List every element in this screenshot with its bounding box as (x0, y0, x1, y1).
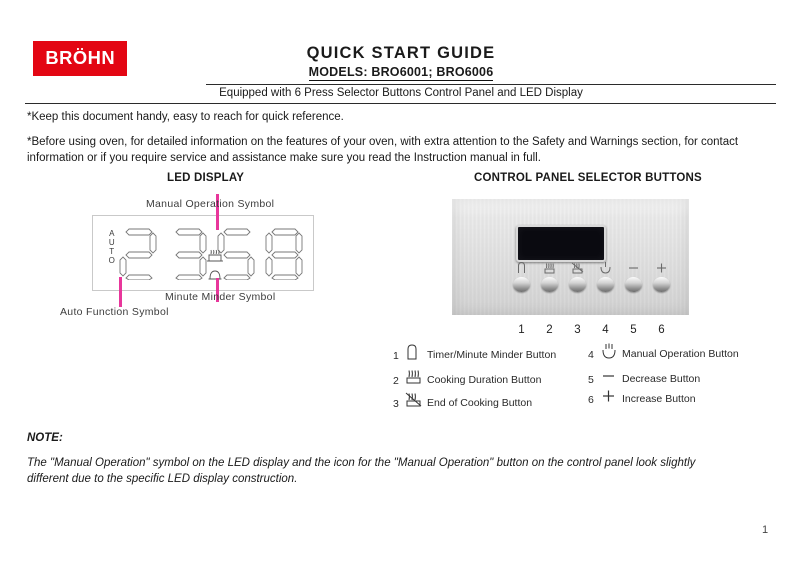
end-of-cooking-icon (404, 391, 424, 409)
intro-line-1: *Keep this document handy, easy to reach for quick reference. (27, 111, 344, 123)
divider-top (206, 84, 776, 85)
minus-icon (625, 261, 642, 274)
button-increase[interactable] (653, 277, 670, 292)
button-number-2: 2 (546, 324, 553, 336)
legend-label: End of Cooking Button (427, 397, 533, 409)
legend-label: Cooking Duration Button (427, 374, 542, 386)
pointer-auto-function (119, 277, 122, 307)
button-number-6: 6 (658, 324, 665, 336)
legend-label: Decrease Button (622, 373, 701, 385)
legend-number: 2 (393, 375, 399, 387)
brand-logo-text: BRÖHN (45, 48, 115, 68)
page-number: 1 (762, 524, 769, 536)
bell-icon (513, 261, 530, 274)
button-decrease[interactable] (625, 277, 642, 292)
models-line (0, 65, 802, 79)
led-display-frame (92, 215, 314, 291)
page-title: QUICK START GUIDE (306, 44, 496, 62)
intro-line-2: *Before using oven, for detailed information on the features of your oven, with extra attention to the Safety and Warnings section, for contact information or if you require service and assistance make sure you read the Instruction manual in full. (27, 136, 739, 164)
control-panel-display (516, 225, 606, 262)
manual-operation-icon (599, 342, 619, 360)
cooking-duration-icon (404, 368, 424, 386)
manual-operation-symbol-icon (206, 249, 224, 264)
legend-number: 3 (393, 398, 399, 410)
label-manual-operation-symbol: Manual Operation Symbol (146, 198, 275, 210)
note-body: The "Manual Operation" symbol on the LED display and the icon for the "Manual Operation" button on the control panel look slightly different due to the specific LED display construction. (27, 457, 696, 485)
legend-number: 6 (588, 394, 594, 406)
label-minute-minder-symbol: Minute Minder Symbol (165, 291, 276, 303)
minus-icon (599, 367, 619, 385)
legend-label: Increase Button (622, 393, 696, 405)
auto-indicator: A U T O (108, 229, 116, 265)
button-timer-minute-minder[interactable] (513, 277, 530, 292)
led-display-heading: LED DISPLAY (167, 172, 245, 184)
plus-icon (653, 261, 670, 274)
button-number-1: 1 (518, 324, 525, 336)
subtitle: Equipped with 6 Press Selector Buttons Control Panel and LED Display (219, 87, 583, 99)
legend-label: Timer/Minute Minder Button (427, 349, 557, 361)
led-digit-4 (265, 228, 303, 280)
button-number-3: 3 (574, 324, 581, 336)
button-cooking-duration[interactable] (541, 277, 558, 292)
plus-icon (599, 387, 619, 405)
legend-number: 1 (393, 350, 399, 362)
button-end-of-cooking[interactable] (569, 277, 586, 292)
control-panel-heading: CONTROL PANEL SELECTOR BUTTONS (474, 172, 702, 184)
label-auto-function-symbol: Auto Function Symbol (60, 306, 169, 318)
legend-number: 5 (588, 374, 594, 386)
button-number-4: 4 (602, 324, 609, 336)
models-text: MODELS: BRO6001; BRO6006 (308, 65, 494, 79)
button-number-row (452, 324, 689, 340)
note-heading: NOTE: (27, 432, 63, 444)
button-manual-operation[interactable] (597, 277, 614, 292)
led-digit-1 (119, 228, 157, 280)
bell-icon (404, 343, 424, 361)
led-digit-2 (169, 228, 207, 280)
minute-minder-symbol-icon (207, 268, 223, 280)
end-of-cooking-icon (569, 261, 586, 274)
divider-main (25, 103, 776, 104)
legend-number: 4 (588, 349, 594, 361)
control-panel-image (452, 199, 689, 315)
button-number-5: 5 (630, 324, 637, 336)
manual-operation-icon (597, 261, 614, 274)
legend-label: Manual Operation Button (622, 348, 739, 360)
cooking-duration-icon (541, 261, 558, 274)
